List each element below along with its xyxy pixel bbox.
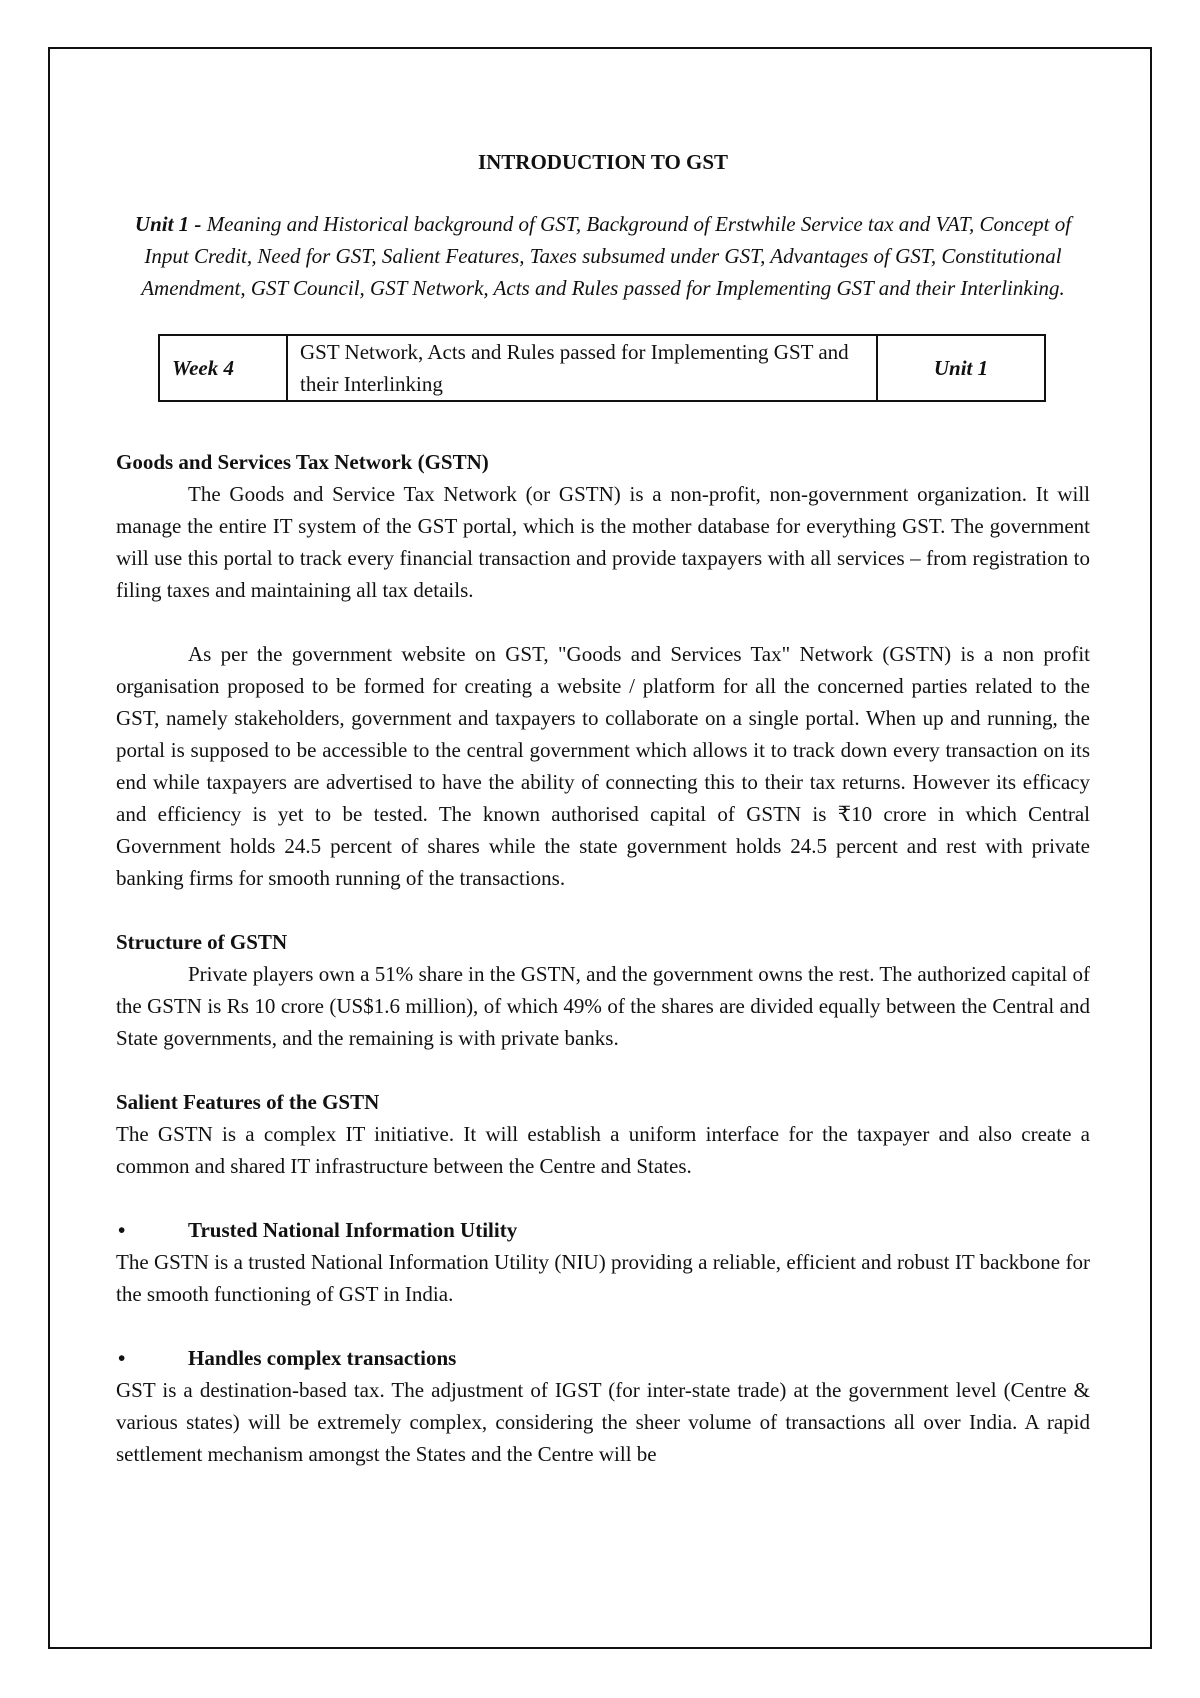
week-cell: Week 4 — [159, 335, 287, 401]
feature-heading — [116, 1342, 1090, 1374]
bullet-icon: • — [118, 1218, 126, 1242]
gstn-paragraph-2: As per the government website on GST, "Goods and Services Tax" Network (GSTN) is a non profit organisation proposed to be formed for creating a website / platform for all the concerned parties related to the GST, namely stakeholders, government and taxpayers to collaborate on a single portal. When up and running, the portal is supposed to be accessible to the central government which allows it to track down every transaction on its end while taxpayers are advertised to have the ability of connecting this to their tax returns. However its efficacy and efficiency is yet to be tested. The known authorised capital of GSTN is ₹10 crore in which Central Government holds 24.5 percent of shares while the state government holds 24.5 percent and rest with private banking firms for smooth running of the transactions. — [116, 642, 1090, 890]
feature-heading — [116, 1214, 1090, 1246]
structure-paragraph: Private players own a 51% share in the GSTN, and the government owns the rest. The authorized capital of the GSTN is Rs 10 crore (US$1.6 million), of which 49% of the shares are divided equally between the Central and State governments, and the remaining is with private banks. — [116, 962, 1090, 1050]
schedule-table — [158, 334, 1046, 402]
document-title: INTRODUCTION TO GST — [477, 150, 729, 174]
document-content — [116, 146, 1090, 1470]
section-heading-salient: Salient Features of the GSTN — [116, 1090, 380, 1114]
unit-cell: Unit 1 — [877, 335, 1045, 401]
section-structure — [116, 926, 1090, 1054]
feature-title: Handles complex transactions — [188, 1346, 457, 1370]
unit-label: Unit 1 - — [134, 212, 202, 236]
feature-paragraph: The GSTN is a trusted National Information Utility (NIU) providing a reliable, efficient and robust IT backbone for the smooth functioning of GST in India. — [116, 1250, 1090, 1306]
feature-item — [116, 1342, 1090, 1470]
topic-cell: GST Network, Acts and Rules passed for Implementing GST and their Interlinking — [287, 335, 877, 401]
section-heading-gstn: Goods and Services Tax Network (GSTN) — [116, 450, 489, 474]
bullet-icon: • — [118, 1346, 126, 1370]
unit-summary-end: . — [1059, 276, 1065, 300]
feature-paragraph: GST is a destination-based tax. The adjustment of IGST (for inter-state trade) at the government level (Centre & various states) will be extremely complex, considering the sheer volume of transactions all over India. A rapid settlement mechanism amongst the States and the Centre will be — [116, 1378, 1090, 1466]
section-gstn — [116, 446, 1090, 894]
unit-summary-text: Meaning and Historical background of GST, Background of Erstwhile Service tax and VAT, Concept of Input Credit, Need for GST, Salient Features, Taxes subsumed under GST, Advantages of GST, Constitutional Amendment, GST Council, GST Network, Acts and Rules passed for Implementing GST and their Interlinking — [141, 212, 1072, 300]
feature-item — [116, 1214, 1090, 1310]
section-heading-structure: Structure of GSTN — [116, 930, 288, 954]
gstn-paragraph-1: The Goods and Service Tax Network (or GSTN) is a non-profit, non-government organization. It will manage the entire IT system of the GST portal, which is the mother database for everything GST. The government will use this portal to track every financial transaction and provide taxpayers with all services – from registration to filing taxes and maintaining all tax details. — [116, 482, 1090, 602]
feature-title: Trusted National Information Utility — [188, 1218, 518, 1242]
table-row — [159, 335, 1045, 401]
salient-paragraph: The GSTN is a complex IT initiative. It will establish a uniform interface for the taxpayer and also create a common and shared IT infrastructure between the Centre and States. — [116, 1122, 1090, 1178]
unit-summary — [116, 208, 1090, 304]
section-salient — [116, 1086, 1090, 1182]
